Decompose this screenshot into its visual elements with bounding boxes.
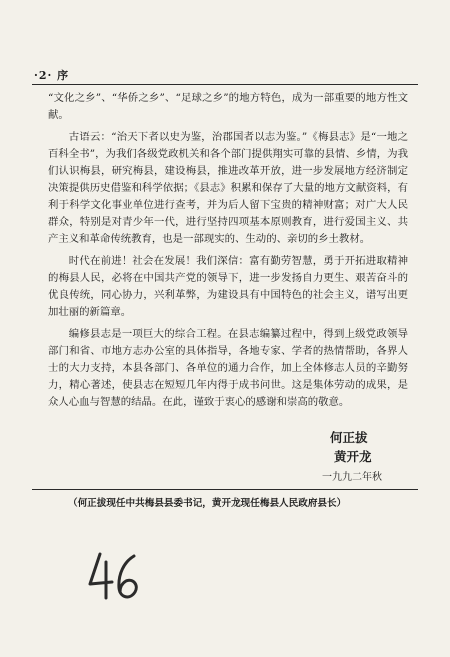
preface-body [48, 90, 408, 416]
signature-name-2: 黄开龙 [334, 449, 372, 464]
paragraph: 编修县志是一项巨大的综合工程。在县志编纂过程中，得到上级党政领导部门和省、市地方志办公室的具体指导，各地专家、学者的热情帮助，各界人士的大力支持，本县各部门、各单位的通力合作，加上全体修志人员的辛勤努力，精心著述，使县志在短短几年内得于成书问世。这是集体劳动的成果，是众人心血与智慧的结晶。在此，谨致于衷心的感谢和崇高的敬意。 [48, 328, 408, 408]
footnote: （何正拔现任中共梅县县委书记，黄开龙现任梅县人民政府县长） [68, 498, 347, 509]
paragraph: 时代在前进！社会在发展！我们深信：富有勤劳智慧，勇于开拓进取精神的梅县人民，必将在中国共产党的领导下，进一步发扬自力更生、艰苦奋斗的优良传统，同心协力，兴利革弊，为建设具有中国特色的社会主义，谱写出更加壮丽的新篇章。 [48, 255, 408, 318]
signature-date: 一九九二年秋 [322, 472, 382, 483]
paragraph: 古语云：“治天下者以史为鉴，治郡国者以志为鉴。”《梅县志》是“一地之百科全书”，为我们各级党政机关和各个部门提供翔实可靠的县情、乡情，为我们认识梅县，研究梅县，建设梅县，推进改革开放，进一步发展地方经济制定决策提供历史借鉴和科学依据；《县志》积累和保存了大量的地方文献资料，有利于科学文化事业单位进行查考，并为后人留下宝贵的精神财富；对广大人民群众，特别是对青少年一代，进行坚持四项基本原则教育，进行爱国主义、共产主义和革命传统教育，也是一部现实的、生动的、亲切的乡土教材。 [48, 131, 408, 245]
signature-name-1: 何正拔 [330, 430, 368, 445]
footnote-rule [32, 489, 418, 490]
page-header: ·2· 序 [34, 69, 70, 82]
handwritten-page-number [86, 548, 146, 603]
header-rule [32, 84, 418, 85]
paragraph: “文化之乡”、“华侨之乡”、“足球之乡”的地方特色，成为一部重要的地方性文献。 [48, 92, 408, 121]
